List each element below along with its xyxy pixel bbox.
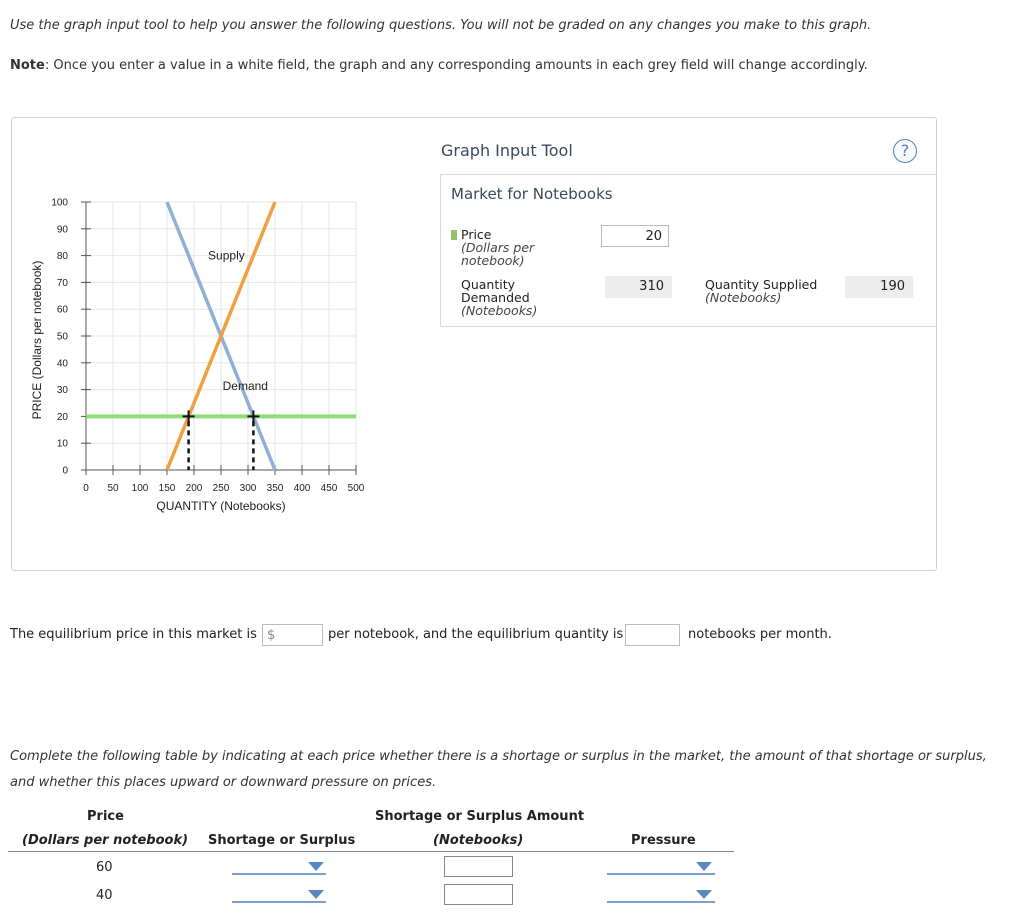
intro-text: Use the graph input tool to help you answer the following questions. You will not be graded on any changes you make to this graph. [10,18,872,33]
market-chart[interactable] [11,180,431,530]
x-tick-label-250: 250 [212,483,230,494]
chevron-down-icon[interactable] [696,862,712,871]
note-label: Note [10,58,45,73]
x-tick-label-200: 200 [185,483,203,494]
x-tick-label-400: 400 [293,483,311,494]
dollar-sign: $ [267,628,276,643]
y-tick-label-40: 40 [56,358,68,370]
header-amount-unit: (Notebooks) [433,833,524,848]
row-40-price: 40 [96,888,113,903]
x-tick-label-100: 100 [131,483,149,494]
x-tick-label-350: 350 [266,483,284,494]
header-pressure: Pressure [631,833,696,848]
header-amount: Shortage or Surplus Amount [375,809,585,824]
qs-value: 190 [845,276,913,298]
qs-label: Quantity Supplied [705,277,818,292]
x-axis-label: QUANTITY (Notebooks) [156,499,286,513]
row-60-price: 60 [96,860,113,875]
graph-input-tool-title: Graph Input Tool [441,141,573,160]
y-tick-label-100: 100 [51,197,68,209]
x-tick-label-150: 150 [158,483,176,494]
x-tick-label-300: 300 [239,483,257,494]
y-tick-label-30: 30 [56,385,68,397]
price-swatch-icon [451,230,457,240]
x-tick-label-50: 50 [107,483,119,494]
help-icon[interactable]: ? [893,139,917,163]
qs-unit: (Notebooks) [705,290,782,305]
row-60-shortage-dropdown[interactable] [232,872,326,875]
qs-label-block [705,278,835,304]
qd-value: 310 [605,276,672,298]
qd-label: Quantity Demanded [461,277,530,305]
header-shortage-surplus: Shortage or Surplus [208,833,356,848]
supply-label: Supply [208,248,245,263]
y-tick-label-0: 0 [62,465,68,477]
x-tick-label-0: 0 [83,483,89,494]
demand-label: Demand [222,378,268,393]
price-label: Price [461,227,492,242]
y-tick-label-10: 10 [56,438,68,450]
header-price-unit: (Dollars per notebook) [22,833,189,848]
row-40-shortage-dropdown[interactable] [232,900,326,903]
chart-ticks [51,198,364,495]
y-tick-label-90: 90 [56,224,68,236]
chevron-down-icon[interactable] [308,890,324,899]
row-40-pressure-dropdown[interactable] [607,900,715,903]
y-tick-label-50: 50 [56,331,68,343]
y-tick-label-20: 20 [56,411,68,423]
table-instructions: Complete the following table by indicating at each price whether there is a shortage or surplus in the market, the amount of that shortage or surplus, and whether this places upward or downward pressure on prices. [10,749,987,790]
y-tick-label-70: 70 [56,277,68,289]
price-unit: (Dollars per notebook) [461,240,535,268]
y-tick-label-60: 60 [56,304,68,316]
row-60-amount-input[interactable] [444,856,513,877]
row-40-amount-input[interactable] [444,884,513,905]
x-tick-label-450: 450 [320,483,338,494]
row-60-pressure-dropdown[interactable] [607,872,715,875]
market-title: Market for Notebooks [451,185,613,203]
header-price: Price [87,809,124,824]
question-part2: per notebook, and the equilibrium quantity is [328,627,624,642]
question-part1: The equilibrium price in this market is [10,627,257,642]
question-part3: notebooks per month. [688,627,832,642]
x-tick-label-500: 500 [347,483,365,494]
note-text [10,58,868,73]
qd-label-block [461,278,561,317]
y-tick-label-80: 80 [56,251,68,263]
qd-unit: (Notebooks) [461,303,538,318]
y-axis-label: PRICE (Dollars per notebook) [30,260,44,420]
chevron-down-icon[interactable] [308,862,324,871]
note-body: : Once you enter a value in a white field, the graph and any corresponding amounts in each grey field will change accordingly. [44,58,868,73]
chevron-down-icon[interactable] [696,890,712,899]
table-header-rule [8,851,734,852]
equilibrium-price-input[interactable] [262,624,323,646]
equilibrium-quantity-input[interactable] [625,624,680,646]
price-label-block [451,228,561,267]
price-input[interactable]: 20 [601,225,669,247]
